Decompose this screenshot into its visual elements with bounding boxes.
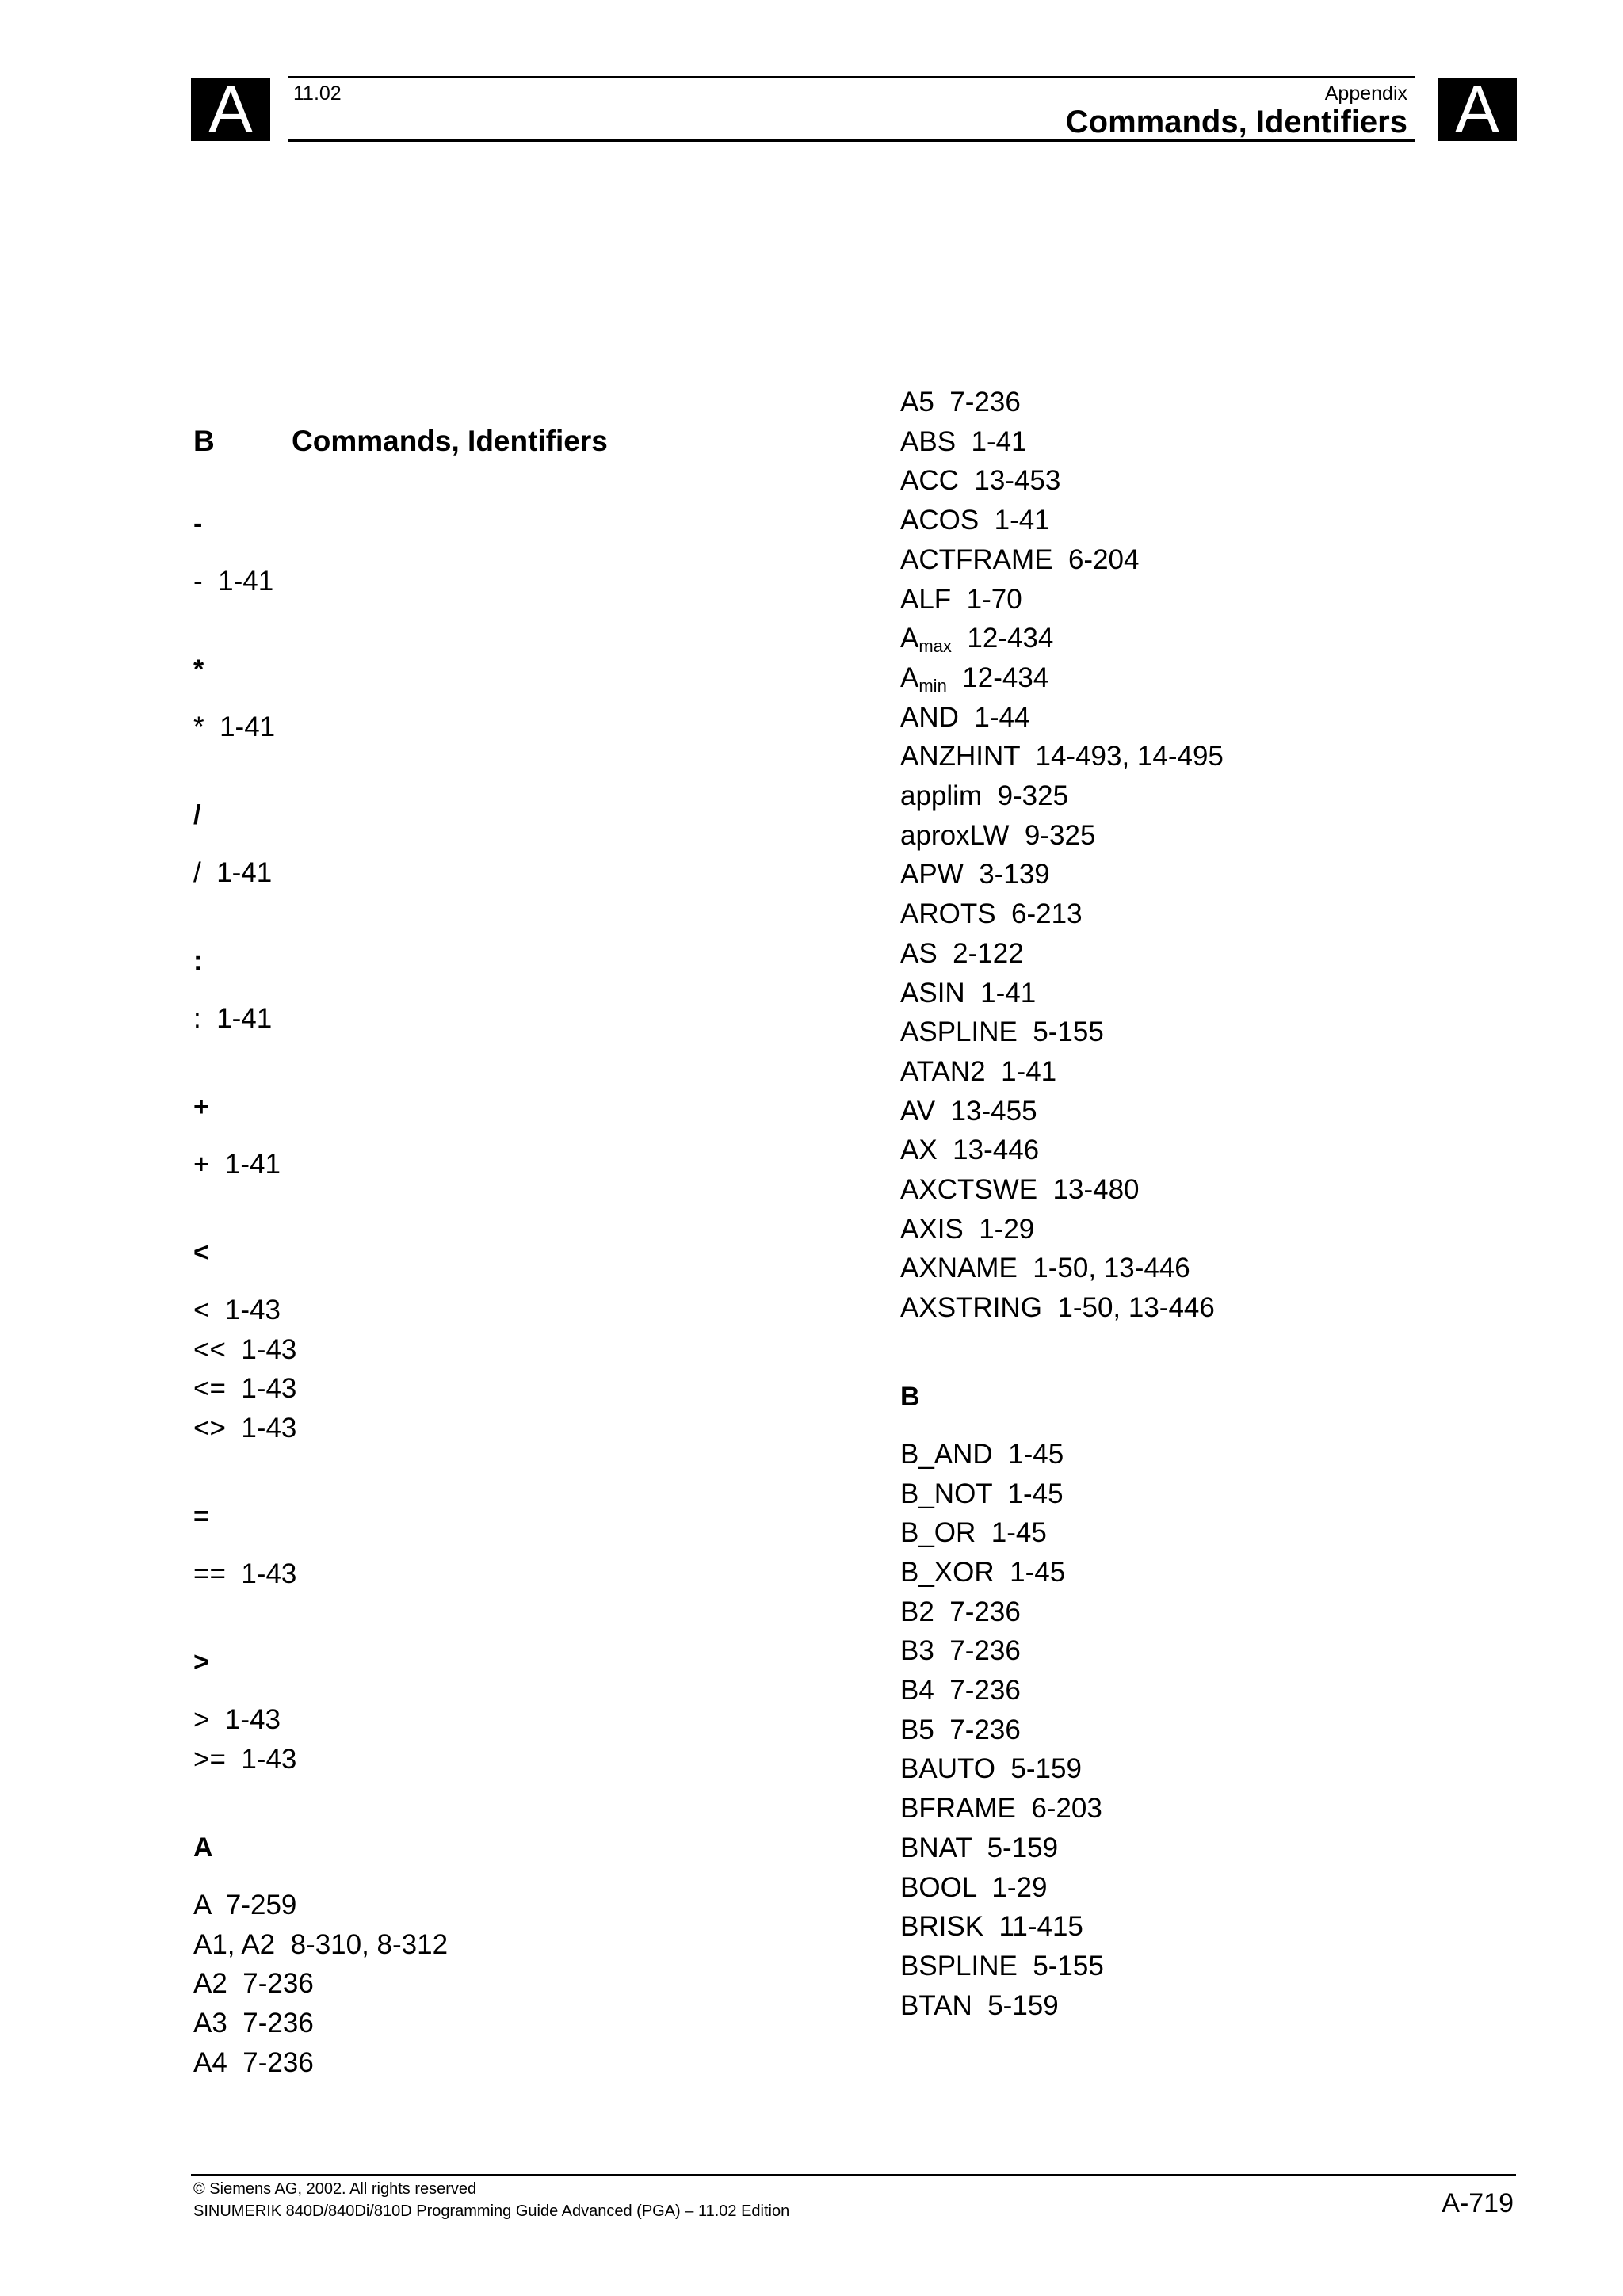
index-entry — [193, 1558, 296, 1590]
section-title: Commands, Identifiers — [292, 425, 608, 457]
index-term: BRISK — [900, 1911, 984, 1943]
index-term: A4 — [193, 2046, 227, 2078]
index-entry — [900, 1714, 1021, 1746]
index-pages: 7-236 — [949, 1714, 1021, 1745]
index-term: APW — [900, 859, 964, 891]
index-entry — [193, 1890, 296, 1921]
index-entry — [193, 1744, 296, 1775]
index-term: A2 — [193, 1968, 227, 2000]
index-term: B_XOR — [900, 1556, 995, 1588]
index-pages: 6-204 — [1067, 543, 1140, 575]
index-entry — [900, 702, 1029, 734]
index-group-heading: > — [193, 1647, 209, 1678]
index-term: A — [193, 1889, 211, 1920]
index-pages: 1-41 — [1001, 1055, 1057, 1087]
index-term: AX — [900, 1135, 938, 1166]
index-entry — [193, 857, 272, 889]
index-pages: 2-122 — [953, 937, 1024, 969]
index-pages: 1-43 — [241, 1558, 297, 1590]
index-term: AXSTRING — [900, 1292, 1042, 1324]
index-group-heading: * — [193, 654, 204, 685]
index-term: BSPLINE — [900, 1950, 1018, 1981]
index-entry — [900, 1174, 1140, 1206]
index-pages: 9-325 — [997, 780, 1069, 811]
index-term: BNAT — [900, 1832, 972, 1863]
index-pages: 1-41 — [224, 1149, 281, 1180]
index-term: >= — [193, 1743, 226, 1775]
index-entry — [193, 1968, 314, 2000]
index-group-heading: = — [193, 1501, 209, 1532]
index-term: B4 — [900, 1675, 934, 1706]
index-term: - — [193, 566, 203, 597]
index-entry — [900, 1016, 1104, 1048]
index-term: A1, A2 — [193, 1928, 276, 1960]
index-entry — [193, 1373, 296, 1405]
footer-book-title: SINUMERIK 840D/840Di/810D Programming Guide Advanced (PGA) – 11.02 Edition — [193, 2203, 790, 2220]
index-term: B_OR — [900, 1517, 976, 1549]
index-pages: 7-236 — [242, 2007, 314, 2039]
index-entry — [900, 1439, 1064, 1470]
index-group-heading: B — [900, 1381, 920, 1412]
index-group-heading: < — [193, 1238, 209, 1268]
header-title: Commands, Identifiers — [1065, 105, 1407, 139]
index-term: ACTFRAME — [900, 543, 1053, 575]
index-pages: 1-45 — [991, 1517, 1047, 1549]
index-entry — [900, 1793, 1102, 1825]
index-pages: 11-415 — [999, 1911, 1083, 1943]
index-entry — [900, 1056, 1056, 1088]
index-pages: 1-44 — [974, 701, 1030, 733]
index-term: > — [193, 1704, 210, 1736]
index-term: B3 — [900, 1635, 934, 1667]
index-term: : — [193, 1003, 201, 1034]
index-entry — [193, 2008, 314, 2039]
index-term-subscript: min — [918, 675, 947, 696]
section-label: B — [193, 425, 215, 457]
index-term: ALF — [900, 583, 952, 615]
index-entry — [900, 1635, 1021, 1667]
index-entry — [900, 662, 1048, 702]
index-term: A3 — [193, 2007, 227, 2039]
index-term: A — [900, 662, 919, 693]
index-term: << — [193, 1333, 226, 1365]
header-rule-top — [288, 76, 1415, 78]
index-pages: 12-434 — [962, 662, 1049, 693]
index-entry — [900, 741, 1224, 772]
header-section: Appendix — [1324, 82, 1407, 105]
index-pages: 1-50, 13-446 — [1057, 1292, 1215, 1324]
index-pages: 5-159 — [1010, 1753, 1082, 1785]
index-entry — [900, 1675, 1021, 1707]
index-entry — [900, 1833, 1058, 1864]
index-term: BOOL — [900, 1871, 976, 1903]
index-group-heading: - — [193, 509, 203, 539]
index-pages: 1-70 — [966, 583, 1022, 615]
index-entry — [900, 1596, 1021, 1628]
index-term: A5 — [900, 387, 934, 418]
index-pages: 12-434 — [967, 623, 1054, 654]
index-term: ACOS — [900, 505, 980, 536]
index-entry — [900, 1517, 1047, 1549]
index-pages: 1-41 — [220, 711, 276, 742]
index-entry — [900, 1135, 1039, 1166]
index-term: ANZHINT — [900, 741, 1021, 772]
index-entry — [900, 1253, 1190, 1284]
index-entry — [900, 1557, 1065, 1589]
index-term: B2 — [900, 1596, 934, 1627]
index-pages: 6-213 — [1011, 898, 1083, 930]
index-entry — [900, 465, 1060, 497]
index-pages: 3-139 — [979, 859, 1050, 891]
index-term: AXIS — [900, 1213, 964, 1245]
index-pages: 1-41 — [971, 425, 1027, 457]
index-entry — [900, 1951, 1104, 1982]
index-pages: 7-236 — [949, 1596, 1021, 1627]
index-pages: 13-453 — [974, 465, 1061, 497]
index-pages: 7-236 — [949, 387, 1021, 418]
index-pages: 1-45 — [1010, 1556, 1066, 1588]
index-entry — [900, 387, 1021, 418]
index-pages: 1-29 — [991, 1871, 1048, 1903]
index-term: ASIN — [900, 977, 965, 1009]
index-entry — [900, 1214, 1034, 1245]
index-pages: 1-41 — [216, 1003, 273, 1034]
index-term: ASPLINE — [900, 1016, 1018, 1048]
index-term: AXCTSWE — [900, 1174, 1038, 1205]
index-pages: 9-325 — [1024, 819, 1096, 851]
index-pages: 1-43 — [241, 1743, 297, 1775]
index-pages: 5-155 — [1033, 1950, 1104, 1981]
index-pages: 1-45 — [1008, 1438, 1064, 1470]
index-entry — [900, 820, 1095, 852]
index-entry — [193, 1003, 272, 1035]
index-pages: 1-43 — [224, 1295, 281, 1325]
index-term: B_AND — [900, 1438, 993, 1470]
index-entry — [900, 623, 1053, 662]
index-term: AXNAME — [900, 1253, 1018, 1284]
index-group-heading: A — [193, 1832, 213, 1863]
index-entry — [900, 1096, 1037, 1127]
index-term: aproxLW — [900, 819, 1010, 851]
index-entry — [900, 1753, 1082, 1785]
index-pages: 1-43 — [241, 1413, 297, 1444]
chapter-tab-left: A — [191, 78, 270, 141]
index-entry — [900, 1911, 1083, 1943]
index-term: / — [193, 857, 201, 888]
index-group-heading: : — [193, 946, 203, 976]
index-term-subscript: max — [918, 636, 952, 657]
index-entry — [193, 1929, 448, 1961]
index-term: B_NOT — [900, 1478, 993, 1509]
index-entry — [900, 898, 1083, 930]
index-entry — [193, 711, 275, 743]
index-term: B5 — [900, 1714, 934, 1745]
index-entry — [193, 566, 273, 597]
index-pages: 6-203 — [1031, 1793, 1102, 1825]
index-term: BFRAME — [900, 1793, 1016, 1825]
index-entry — [900, 505, 1050, 536]
index-term: + — [193, 1149, 210, 1180]
index-pages: 7-236 — [242, 2046, 314, 2078]
index-pages: 1-43 — [224, 1704, 281, 1736]
index-pages: 13-446 — [953, 1135, 1040, 1166]
index-term: applim — [900, 780, 983, 811]
index-term: AS — [900, 937, 938, 969]
page-number: A-719 — [1442, 2188, 1514, 2218]
index-pages: 1-41 — [216, 857, 273, 888]
index-term: ABS — [900, 425, 957, 457]
index-entry — [193, 1149, 281, 1180]
index-pages: 5-159 — [987, 1832, 1059, 1863]
index-pages: 8-310, 8-312 — [290, 1928, 449, 1960]
index-entry — [900, 859, 1050, 891]
index-term: == — [193, 1558, 226, 1590]
index-term: A — [900, 623, 919, 654]
index-entry — [900, 938, 1024, 970]
index-term: BTAN — [900, 1989, 972, 2021]
index-entry — [900, 1872, 1047, 1904]
footer-copyright: © Siemens AG, 2002. All rights reserved — [193, 2180, 477, 2198]
index-term: ATAN2 — [900, 1055, 986, 1087]
index-pages: 7-236 — [949, 1635, 1021, 1667]
index-term: <> — [193, 1413, 226, 1444]
index-term: BAUTO — [900, 1753, 995, 1785]
index-pages: 7-259 — [225, 1889, 297, 1920]
index-entry — [193, 2047, 314, 2079]
index-entry — [193, 1334, 296, 1366]
index-pages: 5-159 — [987, 1989, 1059, 2021]
index-pages: 13-480 — [1052, 1174, 1140, 1205]
index-term: AND — [900, 701, 959, 733]
index-entry — [900, 978, 1036, 1009]
chapter-tab-right: A — [1438, 78, 1517, 141]
index-entry — [900, 780, 1068, 812]
index-pages: 1-45 — [1007, 1478, 1064, 1509]
index-term: < — [193, 1295, 210, 1325]
index-group-heading: / — [193, 800, 201, 830]
index-pages: 7-236 — [949, 1675, 1021, 1706]
index-entry — [900, 426, 1027, 458]
index-pages: 1-43 — [241, 1373, 297, 1405]
index-pages: 1-41 — [218, 566, 274, 597]
index-entry — [193, 1295, 281, 1326]
index-entry — [900, 544, 1139, 576]
index-pages: 1-29 — [979, 1213, 1035, 1245]
index-term: ACC — [900, 465, 959, 497]
index-entry — [900, 584, 1022, 616]
index-pages: 5-155 — [1033, 1016, 1104, 1048]
index-pages: 1-50, 13-446 — [1033, 1253, 1190, 1284]
index-entry — [900, 1990, 1059, 2022]
index-pages: 13-455 — [950, 1095, 1037, 1127]
index-pages: 14-493, 14-495 — [1035, 741, 1224, 772]
index-pages: 1-41 — [994, 505, 1050, 536]
index-entry — [193, 1704, 281, 1736]
index-group-heading: + — [193, 1092, 209, 1122]
index-pages: 1-43 — [241, 1333, 297, 1365]
index-pages: 7-236 — [242, 1968, 314, 2000]
index-term: * — [193, 711, 204, 742]
index-entry — [900, 1478, 1064, 1510]
index-term: AROTS — [900, 898, 996, 930]
index-pages: 1-41 — [980, 977, 1037, 1009]
header-date: 11.02 — [293, 82, 342, 105]
index-entry — [900, 1292, 1215, 1324]
index-term: AV — [900, 1095, 936, 1127]
index-entry — [193, 1413, 296, 1444]
index-term: <= — [193, 1373, 226, 1405]
footer-rule — [191, 2174, 1516, 2176]
